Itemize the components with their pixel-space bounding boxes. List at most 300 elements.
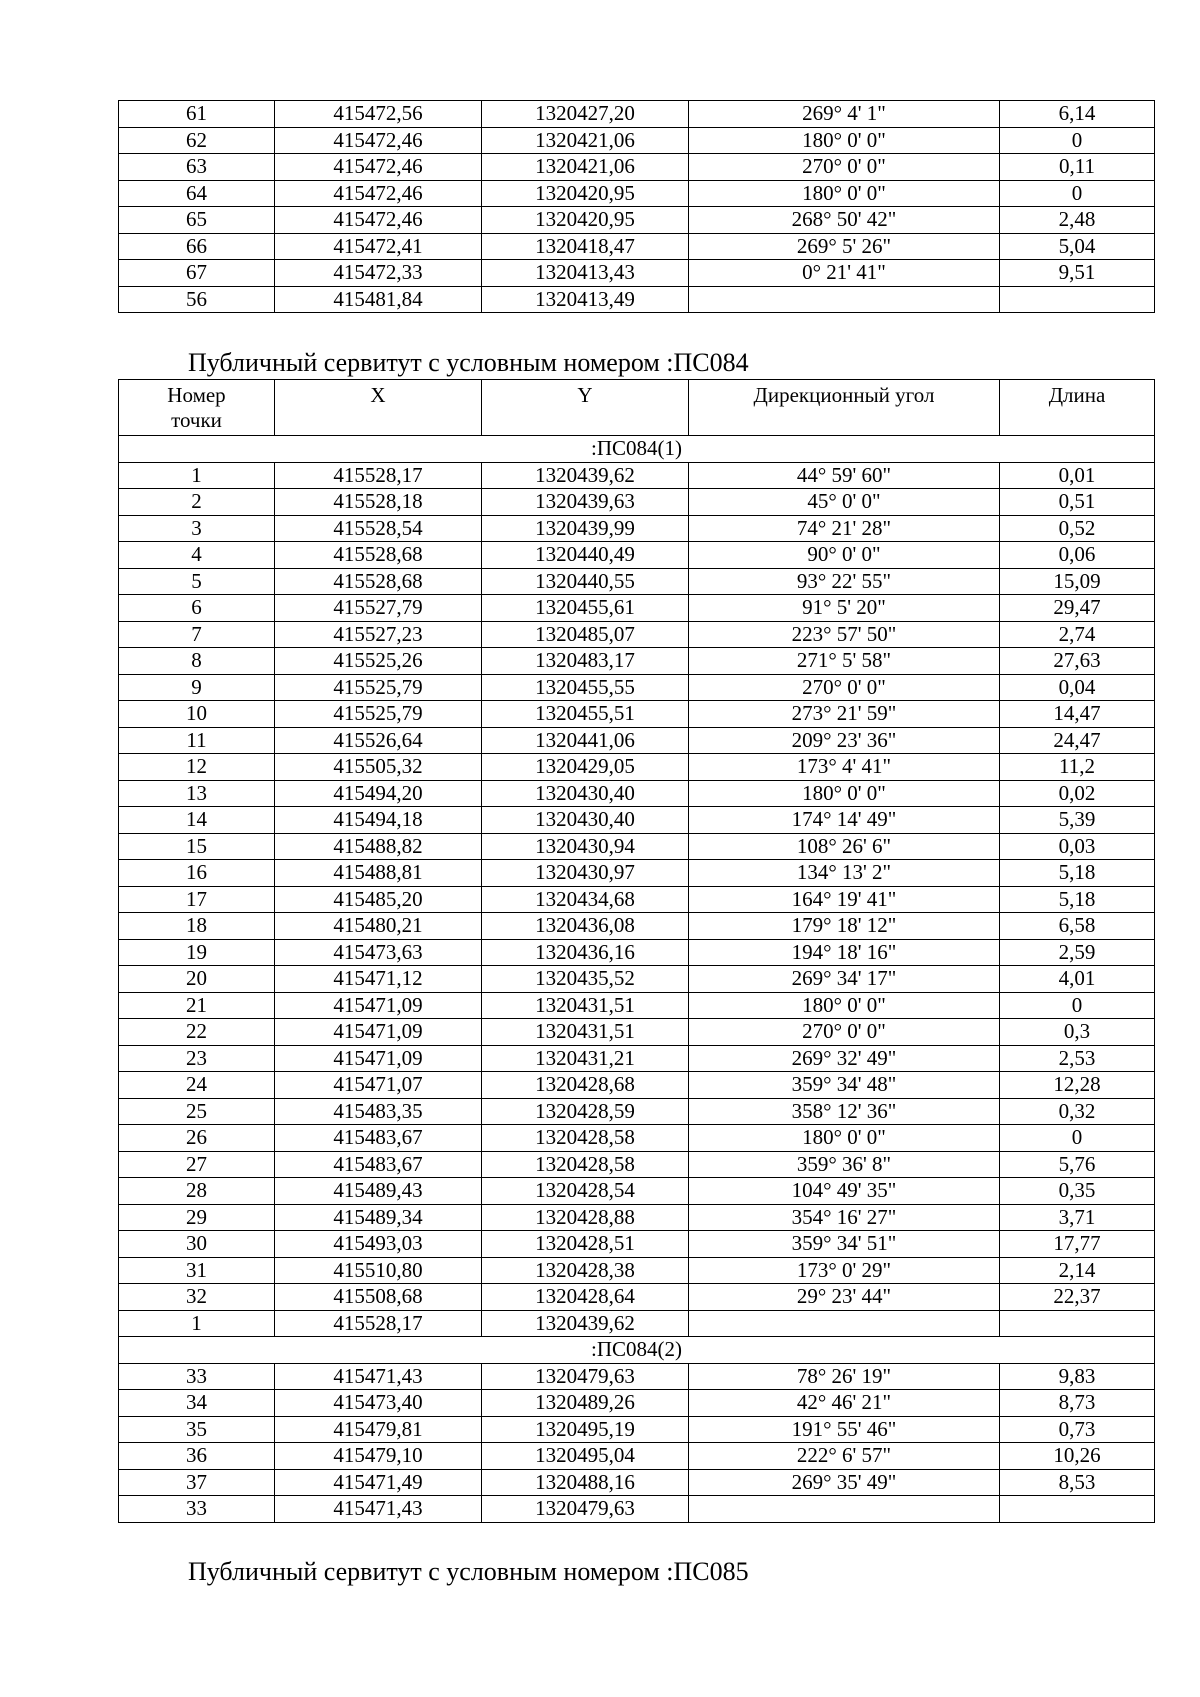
table-row	[119, 1496, 1155, 1523]
cell-length: 14,47	[1000, 701, 1155, 728]
cell-length	[1000, 1310, 1155, 1337]
cell-y: 1320427,20	[482, 101, 689, 128]
cell-x: 415472,56	[275, 101, 482, 128]
cell-y: 1320428,38	[482, 1257, 689, 1284]
table-row	[119, 727, 1155, 754]
section-heading-ps085: Публичный сервитут с условным номером :ПС085	[188, 1557, 749, 1586]
cell-x: 415483,35	[275, 1098, 482, 1125]
cell-length: 8,53	[1000, 1469, 1155, 1496]
table-row	[119, 1284, 1155, 1311]
cell-x: 415471,43	[275, 1496, 482, 1523]
cell-length: 9,51	[1000, 260, 1155, 287]
table-row	[119, 207, 1155, 234]
cell-length: 3,71	[1000, 1204, 1155, 1231]
cell-x: 415472,46	[275, 180, 482, 207]
cell-point-number: 66	[119, 233, 275, 260]
cell-y: 1320485,07	[482, 621, 689, 648]
cell-y: 1320420,95	[482, 180, 689, 207]
cell-direction-angle: 359° 34' 48"	[689, 1072, 1000, 1099]
table-row	[119, 1204, 1155, 1231]
cell-direction-angle: 90° 0' 0"	[689, 542, 1000, 569]
table-header-row	[119, 380, 1155, 436]
cell-length: 0,02	[1000, 780, 1155, 807]
cell-x: 415471,12	[275, 966, 482, 993]
cell-direction-angle: 269° 35' 49"	[689, 1469, 1000, 1496]
cell-direction-angle: 194° 18' 16"	[689, 939, 1000, 966]
cell-y: 1320495,04	[482, 1443, 689, 1470]
table-row	[119, 1363, 1155, 1390]
cell-direction-angle: 44° 59' 60"	[689, 462, 1000, 489]
header-point-line1: Номер	[167, 383, 226, 407]
cell-length: 17,77	[1000, 1231, 1155, 1258]
cell-y: 1320440,55	[482, 568, 689, 595]
cell-length: 0,04	[1000, 674, 1155, 701]
cell-y: 1320489,26	[482, 1390, 689, 1417]
cell-point-number: 12	[119, 754, 275, 781]
cell-x: 415473,63	[275, 939, 482, 966]
table-row	[119, 154, 1155, 181]
cell-y: 1320439,63	[482, 489, 689, 516]
cell-length	[1000, 286, 1155, 313]
cell-x: 415528,17	[275, 462, 482, 489]
cell-point-number: 64	[119, 180, 275, 207]
cell-y: 1320413,49	[482, 286, 689, 313]
cell-x: 415493,03	[275, 1231, 482, 1258]
cell-y: 1320440,49	[482, 542, 689, 569]
cell-direction-angle: 209° 23' 36"	[689, 727, 1000, 754]
cell-x: 415528,17	[275, 1310, 482, 1337]
cell-x: 415479,10	[275, 1443, 482, 1470]
coordinates-table-continued	[118, 100, 1155, 313]
table-row	[119, 754, 1155, 781]
cell-y: 1320430,94	[482, 833, 689, 860]
cell-point-number: 4	[119, 542, 275, 569]
cell-length: 2,74	[1000, 621, 1155, 648]
cell-direction-angle: 270° 0' 0"	[689, 674, 1000, 701]
cell-direction-angle: 180° 0' 0"	[689, 992, 1000, 1019]
cell-point-number: 13	[119, 780, 275, 807]
cell-length: 10,26	[1000, 1443, 1155, 1470]
cell-x: 415508,68	[275, 1284, 482, 1311]
cell-y: 1320428,54	[482, 1178, 689, 1205]
cell-x: 415471,09	[275, 992, 482, 1019]
cell-y: 1320436,16	[482, 939, 689, 966]
header-point-line2: точки	[171, 408, 222, 432]
cell-length: 5,39	[1000, 807, 1155, 834]
cell-length: 2,14	[1000, 1257, 1155, 1284]
cell-y: 1320421,06	[482, 154, 689, 181]
cell-x: 415471,49	[275, 1469, 482, 1496]
cell-x: 415525,79	[275, 674, 482, 701]
cell-length: 0,3	[1000, 1019, 1155, 1046]
cell-y: 1320430,40	[482, 807, 689, 834]
group-label: :ПС084(1)	[119, 436, 1155, 463]
cell-x: 415505,32	[275, 754, 482, 781]
cell-x: 415472,33	[275, 260, 482, 287]
cell-direction-angle: 180° 0' 0"	[689, 180, 1000, 207]
cell-x: 415494,18	[275, 807, 482, 834]
cell-y: 1320420,95	[482, 207, 689, 234]
cell-x: 415471,43	[275, 1363, 482, 1390]
cell-direction-angle: 179° 18' 12"	[689, 913, 1000, 940]
cell-point-number: 1	[119, 462, 275, 489]
cell-direction-angle: 78° 26' 19"	[689, 1363, 1000, 1390]
cell-y: 1320428,88	[482, 1204, 689, 1231]
cell-y: 1320434,68	[482, 886, 689, 913]
cell-point-number: 8	[119, 648, 275, 675]
cell-direction-angle: 45° 0' 0"	[689, 489, 1000, 516]
cell-length: 0,06	[1000, 542, 1155, 569]
cell-y: 1320413,43	[482, 260, 689, 287]
table-row	[119, 1019, 1155, 1046]
table-row	[119, 489, 1155, 516]
cell-direction-angle: 42° 46' 21"	[689, 1390, 1000, 1417]
cell-point-number: 32	[119, 1284, 275, 1311]
cell-x: 415472,46	[275, 127, 482, 154]
cell-direction-angle: 269° 5' 26"	[689, 233, 1000, 260]
cell-length: 4,01	[1000, 966, 1155, 993]
cell-direction-angle	[689, 286, 1000, 313]
table-row	[119, 1151, 1155, 1178]
cell-x: 415472,41	[275, 233, 482, 260]
cell-length: 2,53	[1000, 1045, 1155, 1072]
cell-length: 11,2	[1000, 754, 1155, 781]
cell-length: 0,01	[1000, 462, 1155, 489]
cell-direction-angle: 191° 55' 46"	[689, 1416, 1000, 1443]
table-row	[119, 1125, 1155, 1152]
cell-length: 8,73	[1000, 1390, 1155, 1417]
cell-point-number: 63	[119, 154, 275, 181]
cell-point-number: 16	[119, 860, 275, 887]
cell-direction-angle: 91° 5' 20"	[689, 595, 1000, 622]
cell-length: 2,48	[1000, 207, 1155, 234]
table-row	[119, 515, 1155, 542]
cell-point-number: 25	[119, 1098, 275, 1125]
cell-point-number: 31	[119, 1257, 275, 1284]
cell-x: 415489,34	[275, 1204, 482, 1231]
cell-point-number: 62	[119, 127, 275, 154]
cell-x: 415528,18	[275, 489, 482, 516]
cell-direction-angle	[689, 1496, 1000, 1523]
table-row	[119, 621, 1155, 648]
cell-x: 415494,20	[275, 780, 482, 807]
cell-point-number: 1	[119, 1310, 275, 1337]
cell-y: 1320431,21	[482, 1045, 689, 1072]
cell-x: 415528,68	[275, 568, 482, 595]
table-row	[119, 101, 1155, 128]
cell-length: 0	[1000, 127, 1155, 154]
cell-length: 0,35	[1000, 1178, 1155, 1205]
cell-point-number: 11	[119, 727, 275, 754]
cell-direction-angle: 358° 12' 36"	[689, 1098, 1000, 1125]
table-row	[119, 701, 1155, 728]
cell-y: 1320429,05	[482, 754, 689, 781]
cell-y: 1320435,52	[482, 966, 689, 993]
cell-direction-angle: 269° 32' 49"	[689, 1045, 1000, 1072]
cell-y: 1320431,51	[482, 992, 689, 1019]
table-row	[119, 966, 1155, 993]
cell-length: 5,04	[1000, 233, 1155, 260]
cell-direction-angle: 359° 36' 8"	[689, 1151, 1000, 1178]
cell-y: 1320428,64	[482, 1284, 689, 1311]
cell-direction-angle: 269° 34' 17"	[689, 966, 1000, 993]
cell-length: 6,58	[1000, 913, 1155, 940]
cell-y: 1320439,62	[482, 1310, 689, 1337]
cell-point-number: 6	[119, 595, 275, 622]
table-row	[119, 860, 1155, 887]
cell-point-number: 61	[119, 101, 275, 128]
table-row	[119, 1310, 1155, 1337]
cell-x: 415488,81	[275, 860, 482, 887]
cell-x: 415483,67	[275, 1151, 482, 1178]
cell-y: 1320428,58	[482, 1125, 689, 1152]
cell-point-number: 10	[119, 701, 275, 728]
table-row	[119, 568, 1155, 595]
cell-y: 1320430,40	[482, 780, 689, 807]
cell-x: 415527,23	[275, 621, 482, 648]
table-row	[119, 1416, 1155, 1443]
cell-y: 1320455,51	[482, 701, 689, 728]
cell-y: 1320436,08	[482, 913, 689, 940]
cell-y: 1320428,51	[482, 1231, 689, 1258]
cell-point-number: 28	[119, 1178, 275, 1205]
header-point-number	[119, 380, 275, 436]
cell-direction-angle: 269° 4' 1"	[689, 101, 1000, 128]
cell-point-number: 18	[119, 913, 275, 940]
header-length: Длина	[1000, 380, 1155, 436]
cell-direction-angle: 173° 4' 41"	[689, 754, 1000, 781]
cell-point-number: 23	[119, 1045, 275, 1072]
cell-direction-angle: 74° 21' 28"	[689, 515, 1000, 542]
cell-x: 415480,21	[275, 913, 482, 940]
cell-length: 24,47	[1000, 727, 1155, 754]
cell-direction-angle: 164° 19' 41"	[689, 886, 1000, 913]
cell-x: 415481,84	[275, 286, 482, 313]
cell-point-number: 7	[119, 621, 275, 648]
cell-point-number: 67	[119, 260, 275, 287]
cell-length: 0	[1000, 992, 1155, 1019]
cell-direction-angle: 359° 34' 51"	[689, 1231, 1000, 1258]
cell-y: 1320439,99	[482, 515, 689, 542]
cell-point-number: 30	[119, 1231, 275, 1258]
cell-point-number: 9	[119, 674, 275, 701]
cell-y: 1320428,68	[482, 1072, 689, 1099]
cell-x: 415526,64	[275, 727, 482, 754]
cell-point-number: 35	[119, 1416, 275, 1443]
cell-x: 415473,40	[275, 1390, 482, 1417]
section-heading-ps084: Публичный сервитут с условным номером :ПС084	[188, 348, 749, 377]
table-row	[119, 127, 1155, 154]
cell-length: 9,83	[1000, 1363, 1155, 1390]
table-row	[119, 674, 1155, 701]
cell-x: 415471,07	[275, 1072, 482, 1099]
table-row	[119, 1390, 1155, 1417]
table-row	[119, 233, 1155, 260]
cell-point-number: 29	[119, 1204, 275, 1231]
cell-y: 1320479,63	[482, 1363, 689, 1390]
table-row	[119, 992, 1155, 1019]
table-row	[119, 648, 1155, 675]
cell-x: 415471,09	[275, 1019, 482, 1046]
cell-y: 1320431,51	[482, 1019, 689, 1046]
cell-length: 5,18	[1000, 860, 1155, 887]
cell-length: 27,63	[1000, 648, 1155, 675]
cell-y: 1320428,58	[482, 1151, 689, 1178]
cell-point-number: 37	[119, 1469, 275, 1496]
header-x: X	[275, 380, 482, 436]
table-row	[119, 913, 1155, 940]
cell-direction-angle: 354° 16' 27"	[689, 1204, 1000, 1231]
cell-point-number: 33	[119, 1363, 275, 1390]
group-row	[119, 436, 1155, 463]
cell-direction-angle	[689, 1310, 1000, 1337]
cell-length: 29,47	[1000, 595, 1155, 622]
cell-y: 1320441,06	[482, 727, 689, 754]
table-row	[119, 833, 1155, 860]
cell-x: 415510,80	[275, 1257, 482, 1284]
cell-direction-angle: 268° 50' 42"	[689, 207, 1000, 234]
cell-point-number: 24	[119, 1072, 275, 1099]
table-row	[119, 939, 1155, 966]
cell-direction-angle: 180° 0' 0"	[689, 127, 1000, 154]
cell-direction-angle: 104° 49' 35"	[689, 1178, 1000, 1205]
cell-length: 0,11	[1000, 154, 1155, 181]
table-row	[119, 1257, 1155, 1284]
cell-length	[1000, 1496, 1155, 1523]
table-row	[119, 1231, 1155, 1258]
cell-x: 415525,79	[275, 701, 482, 728]
cell-point-number: 20	[119, 966, 275, 993]
cell-point-number: 19	[119, 939, 275, 966]
header-direction-angle: Дирекционный угол	[689, 380, 1000, 436]
cell-length: 0,73	[1000, 1416, 1155, 1443]
table-row	[119, 886, 1155, 913]
cell-point-number: 5	[119, 568, 275, 595]
cell-y: 1320495,19	[482, 1416, 689, 1443]
group-label: :ПС084(2)	[119, 1337, 1155, 1364]
table-row	[119, 286, 1155, 313]
cell-point-number: 34	[119, 1390, 275, 1417]
table-row	[119, 1072, 1155, 1099]
coordinates-table-continued-body	[119, 101, 1155, 313]
table-row	[119, 807, 1155, 834]
cell-x: 415483,67	[275, 1125, 482, 1152]
cell-x: 415528,54	[275, 515, 482, 542]
cell-point-number: 14	[119, 807, 275, 834]
table-row	[119, 260, 1155, 287]
cell-x: 415527,79	[275, 595, 482, 622]
cell-length: 2,59	[1000, 939, 1155, 966]
cell-x: 415479,81	[275, 1416, 482, 1443]
cell-length: 0	[1000, 180, 1155, 207]
group-row	[119, 1337, 1155, 1364]
cell-x: 415528,68	[275, 542, 482, 569]
cell-direction-angle: 173° 0' 29"	[689, 1257, 1000, 1284]
cell-length: 12,28	[1000, 1072, 1155, 1099]
cell-point-number: 2	[119, 489, 275, 516]
coordinates-table-ps084	[118, 379, 1155, 1523]
cell-direction-angle: 29° 23' 44"	[689, 1284, 1000, 1311]
cell-y: 1320428,59	[482, 1098, 689, 1125]
table-row	[119, 1045, 1155, 1072]
cell-length: 0,32	[1000, 1098, 1155, 1125]
cell-point-number: 56	[119, 286, 275, 313]
cell-point-number: 33	[119, 1496, 275, 1523]
cell-direction-angle: 273° 21' 59"	[689, 701, 1000, 728]
cell-length: 5,18	[1000, 886, 1155, 913]
cell-length: 6,14	[1000, 101, 1155, 128]
table-row	[119, 542, 1155, 569]
cell-x: 415472,46	[275, 207, 482, 234]
cell-direction-angle: 222° 6' 57"	[689, 1443, 1000, 1470]
cell-length: 5,76	[1000, 1151, 1155, 1178]
cell-length: 0,03	[1000, 833, 1155, 860]
cell-direction-angle: 180° 0' 0"	[689, 780, 1000, 807]
cell-direction-angle: 271° 5' 58"	[689, 648, 1000, 675]
cell-point-number: 36	[119, 1443, 275, 1470]
coordinates-table-ps084-body	[119, 436, 1155, 1523]
cell-y: 1320483,17	[482, 648, 689, 675]
cell-x: 415525,26	[275, 648, 482, 675]
cell-direction-angle: 180° 0' 0"	[689, 1125, 1000, 1152]
cell-point-number: 15	[119, 833, 275, 860]
table-row	[119, 1178, 1155, 1205]
cell-x: 415472,46	[275, 154, 482, 181]
cell-y: 1320488,16	[482, 1469, 689, 1496]
cell-point-number: 17	[119, 886, 275, 913]
cell-x: 415488,82	[275, 833, 482, 860]
cell-y: 1320421,06	[482, 127, 689, 154]
cell-length: 15,09	[1000, 568, 1155, 595]
cell-y: 1320479,63	[482, 1496, 689, 1523]
cell-direction-angle: 223° 57' 50"	[689, 621, 1000, 648]
cell-y: 1320455,55	[482, 674, 689, 701]
cell-point-number: 26	[119, 1125, 275, 1152]
cell-y: 1320430,97	[482, 860, 689, 887]
cell-y: 1320418,47	[482, 233, 689, 260]
table-row	[119, 462, 1155, 489]
cell-point-number: 3	[119, 515, 275, 542]
cell-direction-angle: 134° 13' 2"	[689, 860, 1000, 887]
cell-y: 1320439,62	[482, 462, 689, 489]
cell-point-number: 27	[119, 1151, 275, 1178]
cell-x: 415485,20	[275, 886, 482, 913]
cell-direction-angle: 174° 14' 49"	[689, 807, 1000, 834]
table-row	[119, 780, 1155, 807]
cell-direction-angle: 93° 22' 55"	[689, 568, 1000, 595]
cell-x: 415489,43	[275, 1178, 482, 1205]
cell-direction-angle: 108° 26' 6"	[689, 833, 1000, 860]
cell-point-number: 22	[119, 1019, 275, 1046]
cell-point-number: 21	[119, 992, 275, 1019]
cell-direction-angle: 270° 0' 0"	[689, 154, 1000, 181]
cell-length: 0,51	[1000, 489, 1155, 516]
cell-length: 22,37	[1000, 1284, 1155, 1311]
cell-y: 1320455,61	[482, 595, 689, 622]
cell-length: 0,52	[1000, 515, 1155, 542]
cell-x: 415471,09	[275, 1045, 482, 1072]
cell-point-number: 65	[119, 207, 275, 234]
cell-direction-angle: 270° 0' 0"	[689, 1019, 1000, 1046]
table-row	[119, 180, 1155, 207]
cell-length: 0	[1000, 1125, 1155, 1152]
table-row	[119, 1469, 1155, 1496]
cell-direction-angle: 0° 21' 41"	[689, 260, 1000, 287]
table-row	[119, 595, 1155, 622]
header-y: Y	[482, 380, 689, 436]
table-row	[119, 1098, 1155, 1125]
table-row	[119, 1443, 1155, 1470]
